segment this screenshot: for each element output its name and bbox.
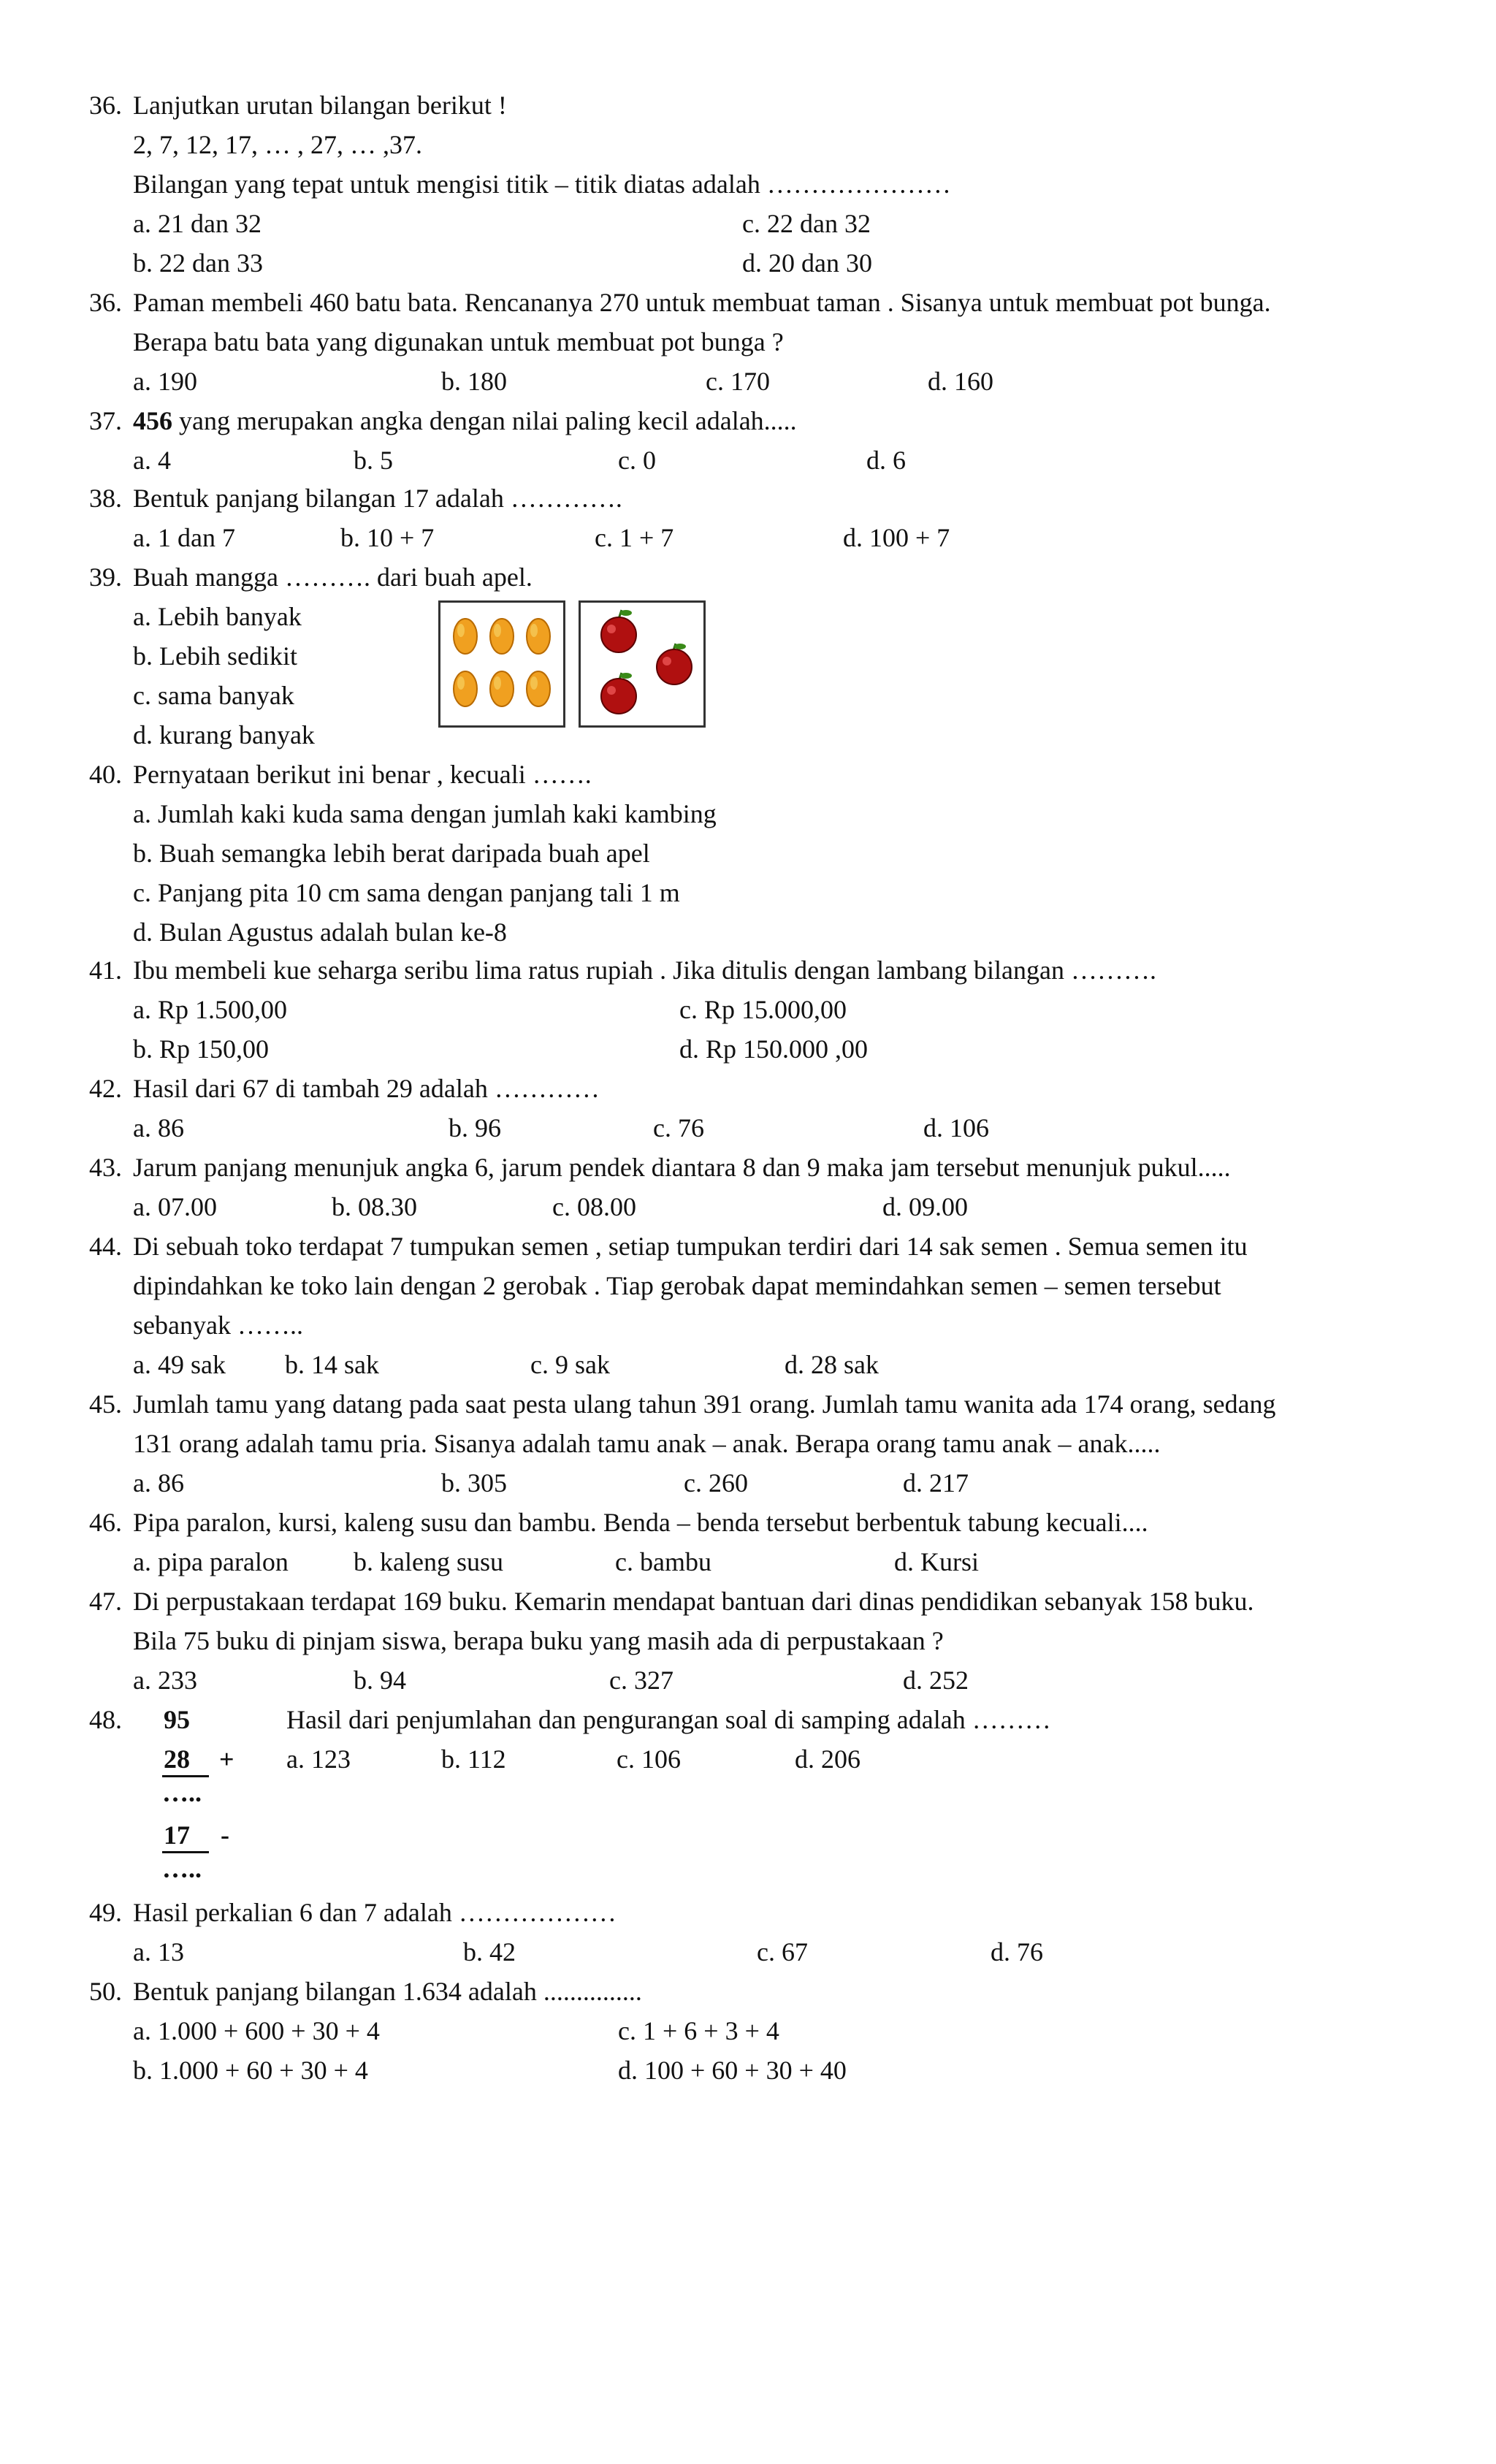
option-c: c. 22 dan 32 <box>742 209 871 238</box>
question-number: 40. <box>89 760 122 789</box>
option-a: a. 4 <box>133 446 171 475</box>
question-text: Bentuk panjang bilangan 17 adalah …………. <box>133 484 622 513</box>
question-number: 49. <box>89 1898 122 1927</box>
option-b: b. 305 <box>441 1468 507 1498</box>
stack-subtrahend: 17 <box>164 1820 190 1850</box>
option-c: c. 08.00 <box>552 1192 636 1221</box>
option-c: c. 9 sak <box>530 1350 610 1379</box>
option-b: b. 22 dan 33 <box>133 248 263 278</box>
option-a: a. 1.000 + 600 + 30 + 4 <box>133 2016 380 2045</box>
option-b: b. 94 <box>354 1666 406 1695</box>
option-a: a. 86 <box>133 1113 184 1143</box>
option-c: c. 76 <box>653 1113 704 1143</box>
question-text: Di perpustakaan terdapat 169 buku. Kemarin mendapat bantuan dari dinas pendidikan sebanyak 158 buku. <box>133 1587 1254 1616</box>
question-number: 37. <box>89 406 122 435</box>
option-a: a. 07.00 <box>133 1192 217 1221</box>
option-a: a. 123 <box>286 1744 351 1774</box>
question-text: Pernyataan berikut ini benar , kecuali ……. <box>133 760 592 789</box>
blank-result: ….. <box>162 1778 202 1807</box>
question-number: 39. <box>89 562 122 592</box>
blank-result: ….. <box>162 1854 202 1883</box>
option-b: b. kaleng susu <box>354 1547 503 1576</box>
option-b: b. Lebih sedikit <box>133 641 297 671</box>
option-d: d. kurang banyak <box>133 720 315 750</box>
question-number: 48. <box>89 1705 122 1734</box>
option-d: d. Rp 150.000 ,00 <box>679 1034 869 1064</box>
option-c: c. 327 <box>609 1666 673 1695</box>
option-b: b. 180 <box>441 367 507 396</box>
mango-icon <box>440 603 563 725</box>
question-text: dipindahkan ke toko lain dengan 2 gerobak . Tiap gerobak dapat memindahkan semen – semen tersebut <box>133 1271 1221 1300</box>
option-d: d. 100 + 7 <box>843 523 950 552</box>
question-text: Buah mangga ………. dari buah apel. <box>133 562 533 592</box>
number-sequence: 2, 7, 12, 17, … , 27, … ,37. <box>133 130 422 159</box>
option-a: a. 190 <box>133 367 197 396</box>
question-text: Lanjutkan urutan bilangan berikut ! <box>133 91 507 120</box>
option-d: d. 76 <box>991 1937 1043 1967</box>
option-a: a. 233 <box>133 1666 197 1695</box>
question-text: 131 orang adalah tamu pria. Sisanya adalah tamu anak – anak. Berapa orang tamu anak – anak..... <box>133 1429 1161 1458</box>
option-a: a. Lebih banyak <box>133 602 302 631</box>
question-number: 38. <box>89 484 122 513</box>
question-number: 42. <box>89 1074 122 1103</box>
option-b: b. 10 + 7 <box>340 523 435 552</box>
option-c: c. 1 + 7 <box>595 523 674 552</box>
question-number: 44. <box>89 1232 122 1261</box>
minus-sign: - <box>221 1820 229 1850</box>
option-c: c. 1 + 6 + 3 + 4 <box>618 2016 779 2045</box>
option-d: d. 106 <box>923 1113 989 1143</box>
option-c: c. 67 <box>757 1937 808 1967</box>
option-c: c. sama banyak <box>133 681 294 710</box>
question-text: Hasil dari 67 di tambah 29 adalah ………… <box>133 1074 600 1103</box>
option-d: d. 160 <box>928 367 993 396</box>
option-c: c. 106 <box>617 1744 681 1774</box>
bold-number: 456 <box>133 406 172 435</box>
question-text: Bentuk panjang bilangan 1.634 adalah ............... <box>133 1977 642 2006</box>
option-b: b. 08.30 <box>332 1192 417 1221</box>
question-text: Berapa batu bata yang digunakan untuk membuat pot bunga ? <box>133 327 784 356</box>
option-d: d. 206 <box>795 1744 860 1774</box>
option-b: b. 96 <box>449 1113 501 1143</box>
option-b: b. Buah semangka lebih berat daripada buah apel <box>133 839 650 868</box>
option-b: b. 5 <box>354 446 393 475</box>
option-c: c. 260 <box>684 1468 748 1498</box>
option-d: d. 217 <box>903 1468 969 1498</box>
stack-top-number: 95 <box>164 1705 190 1734</box>
option-d: d. 100 + 60 + 30 + 40 <box>618 2056 847 2085</box>
option-c: c. bambu <box>615 1547 711 1576</box>
question-number: 50. <box>89 1977 122 2006</box>
question-text: Ibu membeli kue seharga seribu lima ratus rupiah . Jika ditulis dengan lambang bilangan ………. <box>133 956 1157 985</box>
apple-icon <box>581 603 703 725</box>
option-a: a. 21 dan 32 <box>133 209 262 238</box>
question-text: Bila 75 buku di pinjam siswa, berapa buku yang masih ada di perpustakaan ? <box>133 1626 944 1655</box>
question-text: Hasil dari penjumlahan dan pengurangan soal di samping adalah ……… <box>286 1705 1051 1734</box>
question-text: Di sebuah toko terdapat 7 tumpukan semen , setiap tumpukan terdiri dari 14 sak semen . Semua semen itu <box>133 1232 1248 1261</box>
option-d: d. 28 sak <box>785 1350 879 1379</box>
option-a: a. 13 <box>133 1937 184 1967</box>
option-a: a. 86 <box>133 1468 184 1498</box>
option-b: b. 14 sak <box>285 1350 379 1379</box>
option-b: b. 42 <box>463 1937 516 1967</box>
question-text: Bilangan yang tepat untuk mengisi titik – titik diatas adalah ………………… <box>133 169 951 199</box>
question-number: 41. <box>89 956 122 985</box>
option-b: b. Rp 150,00 <box>133 1034 270 1064</box>
option-a: a. pipa paralon <box>133 1547 289 1576</box>
question-text: Paman membeli 460 batu bata. Rencananya 270 untuk membuat taman . Sisanya untuk membuat pot bunga. <box>133 288 1271 317</box>
question-text: Jumlah tamu yang datang pada saat pesta ulang tahun 391 orang. Jumlah tamu wanita ada 174 orang, sedang <box>133 1389 1276 1419</box>
option-c: c. 0 <box>618 446 656 475</box>
option-a: a. Rp 1.500,00 <box>133 995 287 1024</box>
apple-picture <box>579 600 706 728</box>
option-a: a. Jumlah kaki kuda sama dengan jumlah kaki kambing <box>133 799 717 828</box>
question-text: 456 yang merupakan angka dengan nilai paling kecil adalah..... <box>133 406 797 435</box>
option-c: c. 170 <box>706 367 770 396</box>
question-number: 45. <box>89 1389 122 1419</box>
option-a: a. 49 sak <box>133 1350 226 1379</box>
option-c: c. Panjang pita 10 cm sama dengan panjang tali 1 m <box>133 878 680 907</box>
option-b: b. 112 <box>441 1744 506 1774</box>
question-number: 36. <box>89 91 122 120</box>
mango-picture <box>438 600 565 728</box>
question-number: 46. <box>89 1508 122 1537</box>
question-number: 36. <box>89 288 122 317</box>
option-a: a. 1 dan 7 <box>133 523 235 552</box>
option-d: d. 6 <box>866 446 906 475</box>
option-c: c. Rp 15.000,00 <box>679 995 847 1024</box>
stack-addend: 28 <box>164 1744 190 1774</box>
question-text: Pipa paralon, kursi, kaleng susu dan bambu. Benda – benda tersebut berbentuk tabung kecuali.... <box>133 1508 1148 1537</box>
option-d: d. Kursi <box>894 1547 979 1576</box>
question-number: 43. <box>89 1153 122 1182</box>
option-d: d. 09.00 <box>882 1192 968 1221</box>
question-text: sebanyak …….. <box>133 1311 303 1340</box>
option-d: d. 252 <box>903 1666 969 1695</box>
plus-sign: + <box>219 1744 234 1774</box>
option-d: d. 20 dan 30 <box>742 248 872 278</box>
option-b: b. 1.000 + 60 + 30 + 4 <box>133 2056 368 2085</box>
option-d: d. Bulan Agustus adalah bulan ke-8 <box>133 918 507 947</box>
question-number: 47. <box>89 1587 122 1616</box>
question-text: Jarum panjang menunjuk angka 6, jarum pendek diantara 8 dan 9 maka jam tersebut menunjuk pukul..... <box>133 1153 1231 1182</box>
question-text: Hasil perkalian 6 dan 7 adalah ……………… <box>133 1898 617 1927</box>
